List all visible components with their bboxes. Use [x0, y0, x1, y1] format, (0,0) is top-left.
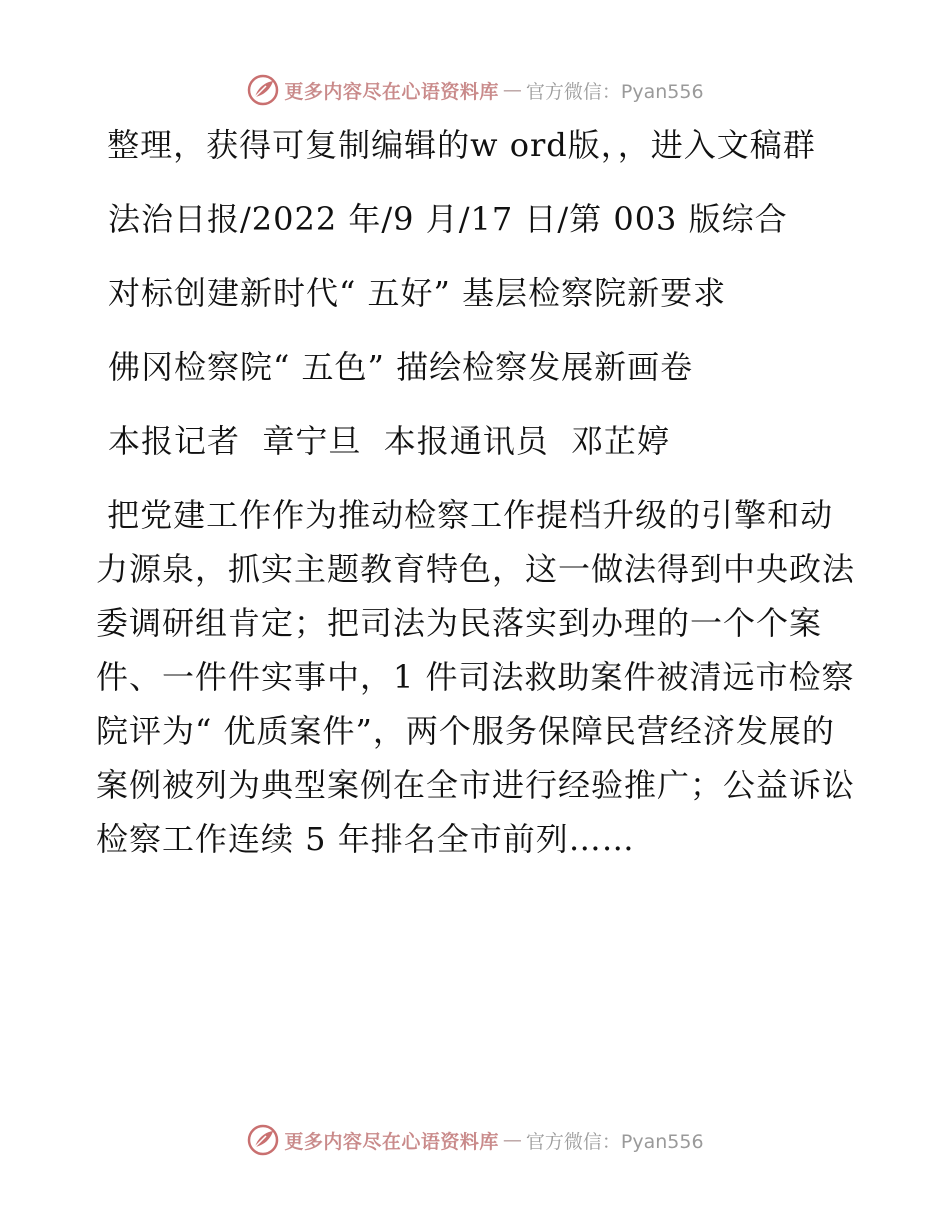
body-paragraph: 把党建工作作为推动检察工作提档升级的引擎和动力源泉，抓实主题教育特色，这一做法得到中央政法委调研组肯定；把司法为民落实到办理的一个个案件、一件件实事中，1 件司法救助案件被清远市检察院评为“ 优质案件”，两个服务保障民营经济发展的案例被列为典型案例在全市进行经验推广；公益诉讼检察工作连续 5 年排名全市前列……	[96, 496, 856, 858]
source-line: 法治日报/2022 年/9 月/17 日/第 003 版综合	[108, 200, 788, 238]
headline-2: 佛冈检察院“ 五色” 描绘检察发展新画卷	[108, 348, 694, 386]
document-body	[96, 118, 856, 866]
intro-line: 整理，获得可复制编辑的w ord版，，进入文稿群	[96, 126, 816, 164]
watermark-contact: 官方微信：Pyan556	[525, 1130, 704, 1153]
leaf-pen-logo-icon	[246, 73, 280, 107]
watermark-separator: —	[502, 1129, 522, 1151]
watermark-contact: 官方微信：Pyan556	[525, 80, 704, 103]
watermark-text: 更多内容尽在心语资料库	[284, 80, 499, 103]
watermark-text: 更多内容尽在心语资料库	[284, 1130, 499, 1153]
leaf-pen-logo-icon	[246, 1123, 280, 1157]
footer-watermark	[0, 1120, 950, 1160]
header-watermark	[0, 70, 950, 110]
headline-1: 对标创建新时代“ 五好” 基层检察院新要求	[108, 274, 727, 312]
byline: 本报记者 章宁旦 本报通讯员 邓芷婷	[108, 422, 671, 460]
watermark-separator: —	[502, 79, 522, 101]
